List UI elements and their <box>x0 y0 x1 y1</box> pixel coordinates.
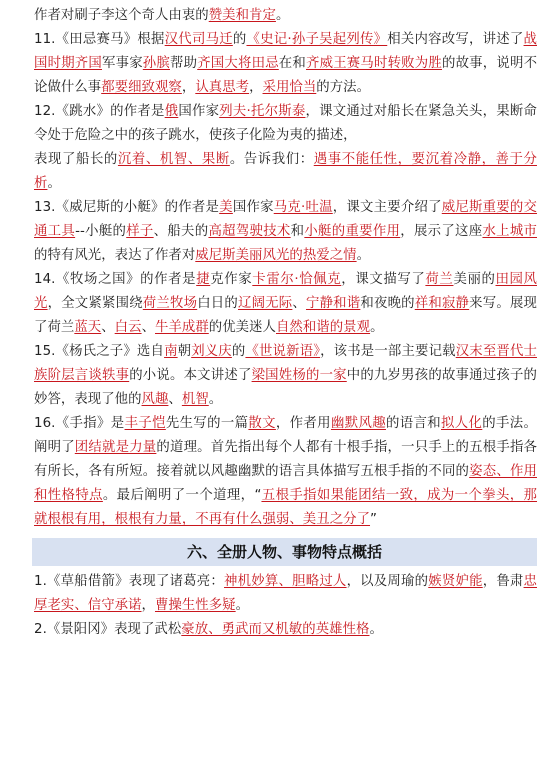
text-segment: 在和 <box>278 56 306 71</box>
text-segment: 1.《草船借箭》表现了诸葛亮： <box>34 574 225 589</box>
text-segment: 。 <box>275 8 290 23</box>
text-segment: ，鲁肃 <box>482 574 524 589</box>
paragraph-p14 <box>34 268 537 340</box>
highlighted-keyword: 丰子恺 <box>124 416 166 431</box>
section-title: 六、全册人物、事物特点概括 <box>186 543 382 561</box>
highlighted-keyword: 荷兰 <box>425 272 454 287</box>
text-segment: ，课文描写了 <box>341 272 426 287</box>
text-segment: ，课文通过对船长在紧急关头，果断命令处于危险之中的孩子跳水，使孩子化险为夷的描述， <box>34 104 537 143</box>
highlighted-keyword: 威尼斯重要的交通工具 <box>34 200 537 239</box>
paragraph-p10tail <box>34 4 537 28</box>
highlighted-keyword: 俄 <box>164 104 179 119</box>
highlighted-keyword: 美 <box>219 200 233 215</box>
highlighted-keyword: 南 <box>164 344 178 359</box>
text-segment: 、 <box>168 392 182 407</box>
text-segment: 的 <box>232 32 247 47</box>
text-segment: ，课文主要介绍了 <box>332 200 442 215</box>
highlighted-keyword: 采用恰当 <box>262 80 317 95</box>
highlighted-keyword: 齐威王赛马时转败为胜 <box>306 56 442 71</box>
text-segment: 16.《手指》是 <box>34 416 125 431</box>
highlighted-keyword: 风趣 <box>141 392 169 407</box>
text-segment: 2.《景阳冈》表现了武松 <box>34 622 182 637</box>
highlighted-keyword: 嫉贤妒能 <box>428 574 483 589</box>
text-segment: 的特有风光，表达了作者对 <box>34 248 196 263</box>
highlighted-keyword: 姿态、作用和性格特点 <box>34 464 537 503</box>
text-segment: 14.《牧场之国》的作者是 <box>34 272 197 287</box>
highlighted-keyword: 赞美和肯定 <box>208 8 276 23</box>
text-segment: ，全文紧紧围绕 <box>47 296 143 311</box>
paragraph-p11 <box>34 28 537 100</box>
highlighted-keyword: 祥和寂静 <box>414 296 470 311</box>
highlighted-keyword: 汉代 <box>164 32 192 47</box>
highlighted-keyword: 幽默风趣 <box>330 416 386 431</box>
text-segment: 的故事，说明不论做什么事 <box>34 56 538 95</box>
paragraph-s1 <box>34 570 537 618</box>
text-segment: 13.《威尼斯的小艇》的作者是 <box>34 200 220 215</box>
highlighted-keyword: 遇事不能任性，要沉着冷静，善于分析 <box>34 152 537 191</box>
highlighted-keyword: 白云 <box>114 320 142 335</box>
highlighted-keyword: 机智 <box>181 392 209 407</box>
highlighted-keyword: 刘义庆 <box>191 344 232 359</box>
highlighted-keyword: 捷 <box>196 272 211 287</box>
highlighted-keyword: 辽阔无际 <box>237 296 293 311</box>
highlighted-keyword: 忠厚老实、信守承诺 <box>34 574 537 613</box>
highlighted-keyword: 《世说新语》 <box>245 344 321 359</box>
text-segment: ，展示了这座 <box>400 224 483 239</box>
text-segment: 。 <box>208 392 223 407</box>
text-segment: 和夜晚的 <box>360 296 415 311</box>
text-segment: 国作家 <box>178 104 220 119</box>
section-heading <box>32 538 537 566</box>
text-segment: 、 <box>101 320 115 335</box>
highlighted-keyword: 卡雷尔·恰佩克 <box>252 272 342 287</box>
text-segment: 表现了船长的 <box>34 152 118 167</box>
highlighted-keyword: 水上城市 <box>482 224 537 239</box>
highlighted-keyword: 五根手指如果能团结一致，成为一个拳头，那就根根有用，根根有力量，不再有什么强弱、美丑之分了 <box>34 488 538 527</box>
text-segment: 。 <box>356 248 371 263</box>
highlighted-keyword: 自然和谐的景观 <box>275 320 371 335</box>
highlighted-keyword: 宁静和谐 <box>305 296 361 311</box>
text-segment: 的 <box>231 344 246 359</box>
text-segment: 帮助 <box>170 56 198 71</box>
highlighted-keyword: 孙膑 <box>142 56 170 71</box>
text-segment: 国作家 <box>232 200 274 215</box>
text-segment: 。 <box>369 622 383 637</box>
text-segment: 、船夫的 <box>153 224 209 239</box>
highlighted-keyword: 威尼斯美丽风光的热爱之情 <box>195 248 357 263</box>
text-segment: 作者对刷子李这个奇人由衷的 <box>34 8 209 23</box>
text-segment: 相关内容改写，讲述了 <box>387 32 524 47</box>
paragraph-p12a <box>34 100 537 148</box>
highlighted-keyword: 汉末至晋代士族阶层言谈轶事 <box>34 344 537 383</box>
text-segment: 。 <box>370 320 384 335</box>
paragraph-p16 <box>34 412 537 532</box>
text-segment: ， <box>249 80 263 95</box>
text-segment: 。 <box>47 176 61 191</box>
text-segment: 的小说。本文讲述了 <box>129 368 252 383</box>
text-segment: 的方法。 <box>316 80 371 95</box>
highlighted-keyword: 战国时期齐国 <box>34 32 537 71</box>
highlighted-keyword: 司马迁 <box>191 32 233 47</box>
paragraph-s2 <box>34 618 537 642</box>
text-segment: 11.《田忌赛马》根据 <box>34 32 165 47</box>
text-segment: 。最后阐明了一个道理， <box>102 488 255 503</box>
highlighted-keyword: 牛羊成群 <box>155 320 209 335</box>
text-segment: ， <box>141 598 155 613</box>
highlighted-keyword: 荷兰牧场 <box>142 296 198 311</box>
highlighted-keyword: 豪放、勇武而又机敏的英雄性格 <box>181 622 370 637</box>
highlighted-keyword: 团结就是力量 <box>74 440 157 455</box>
text-segment: 。 <box>235 598 250 613</box>
text-segment: “ <box>254 488 262 503</box>
text-segment: 。告诉我们： <box>229 152 314 167</box>
text-segment: 和 <box>290 224 305 239</box>
content-after-section <box>34 570 537 642</box>
text-segment: 美丽的 <box>453 272 496 287</box>
text-segment: 中的九岁男孩的故事通过孩子的妙答，表现了他的 <box>34 368 537 407</box>
highlighted-keyword: 神机妙算、胆略过人 <box>224 574 347 589</box>
text-segment: 的手法。阐明了 <box>34 416 537 455</box>
text-segment: 的优美迷人 <box>208 320 276 335</box>
paragraph-p12b <box>34 148 537 196</box>
text-segment: 来写。展现了荷兰 <box>34 296 537 335</box>
text-segment: 、 <box>292 296 306 311</box>
highlighted-keyword: 齐国大将田忌 <box>197 56 279 71</box>
text-segment: 15.《杨氏之子》选自 <box>34 344 165 359</box>
text-segment: 、 <box>141 320 156 335</box>
text-segment: 朝 <box>177 344 192 359</box>
text-segment: ，该书是一部主要记载 <box>320 344 456 359</box>
highlighted-keyword: 都要细致观察 <box>101 80 182 95</box>
highlighted-keyword: 蓝天 <box>74 320 102 335</box>
text-segment: 的道理。首先指出每个人都有十根手指，一只手上的五根手指各有所长，各有所短。接着就以风趣幽默的语言具体描写五根手指的不同的 <box>34 440 537 479</box>
highlighted-keyword: 曹操生性多疑 <box>154 598 236 613</box>
highlighted-keyword: 样子 <box>126 224 154 239</box>
highlighted-keyword: 《史记·孙子吴起列传》 <box>246 32 388 47</box>
text-segment: 先生写的一篇 <box>165 416 249 431</box>
highlighted-keyword: 散文 <box>248 416 276 431</box>
highlighted-keyword: 高超驾驶技术 <box>208 224 291 239</box>
content-before-section <box>34 0 537 532</box>
text-segment: ” <box>370 512 378 527</box>
text-segment: 白日的 <box>197 296 238 311</box>
text-segment: --小艇的 <box>75 224 127 239</box>
text-segment: ，以及周瑜的 <box>346 574 429 589</box>
highlighted-keyword: 拟人化 <box>441 416 483 431</box>
highlighted-keyword: 梁国姓杨的一家 <box>251 368 347 383</box>
text-segment: 克作家 <box>210 272 253 287</box>
text-segment: ， <box>181 80 196 95</box>
highlighted-keyword: 马克·吐温 <box>273 200 333 215</box>
highlighted-keyword: 沉着、机智、果断 <box>117 152 230 167</box>
text-segment: 12.《跳水》的作者是 <box>34 104 165 119</box>
paragraph-p13 <box>34 196 537 268</box>
highlighted-keyword: 列夫·托尔斯泰 <box>219 104 306 119</box>
text-segment: 军事家 <box>102 56 143 71</box>
highlighted-keyword: 认真思考 <box>195 80 250 95</box>
paragraph-p15 <box>34 340 537 412</box>
text-segment: 的语言和 <box>385 416 441 431</box>
highlighted-keyword: 小艇的重要作用 <box>304 224 401 239</box>
text-segment: ，作者用 <box>275 416 331 431</box>
highlighted-keyword: 田园风光 <box>34 272 537 311</box>
